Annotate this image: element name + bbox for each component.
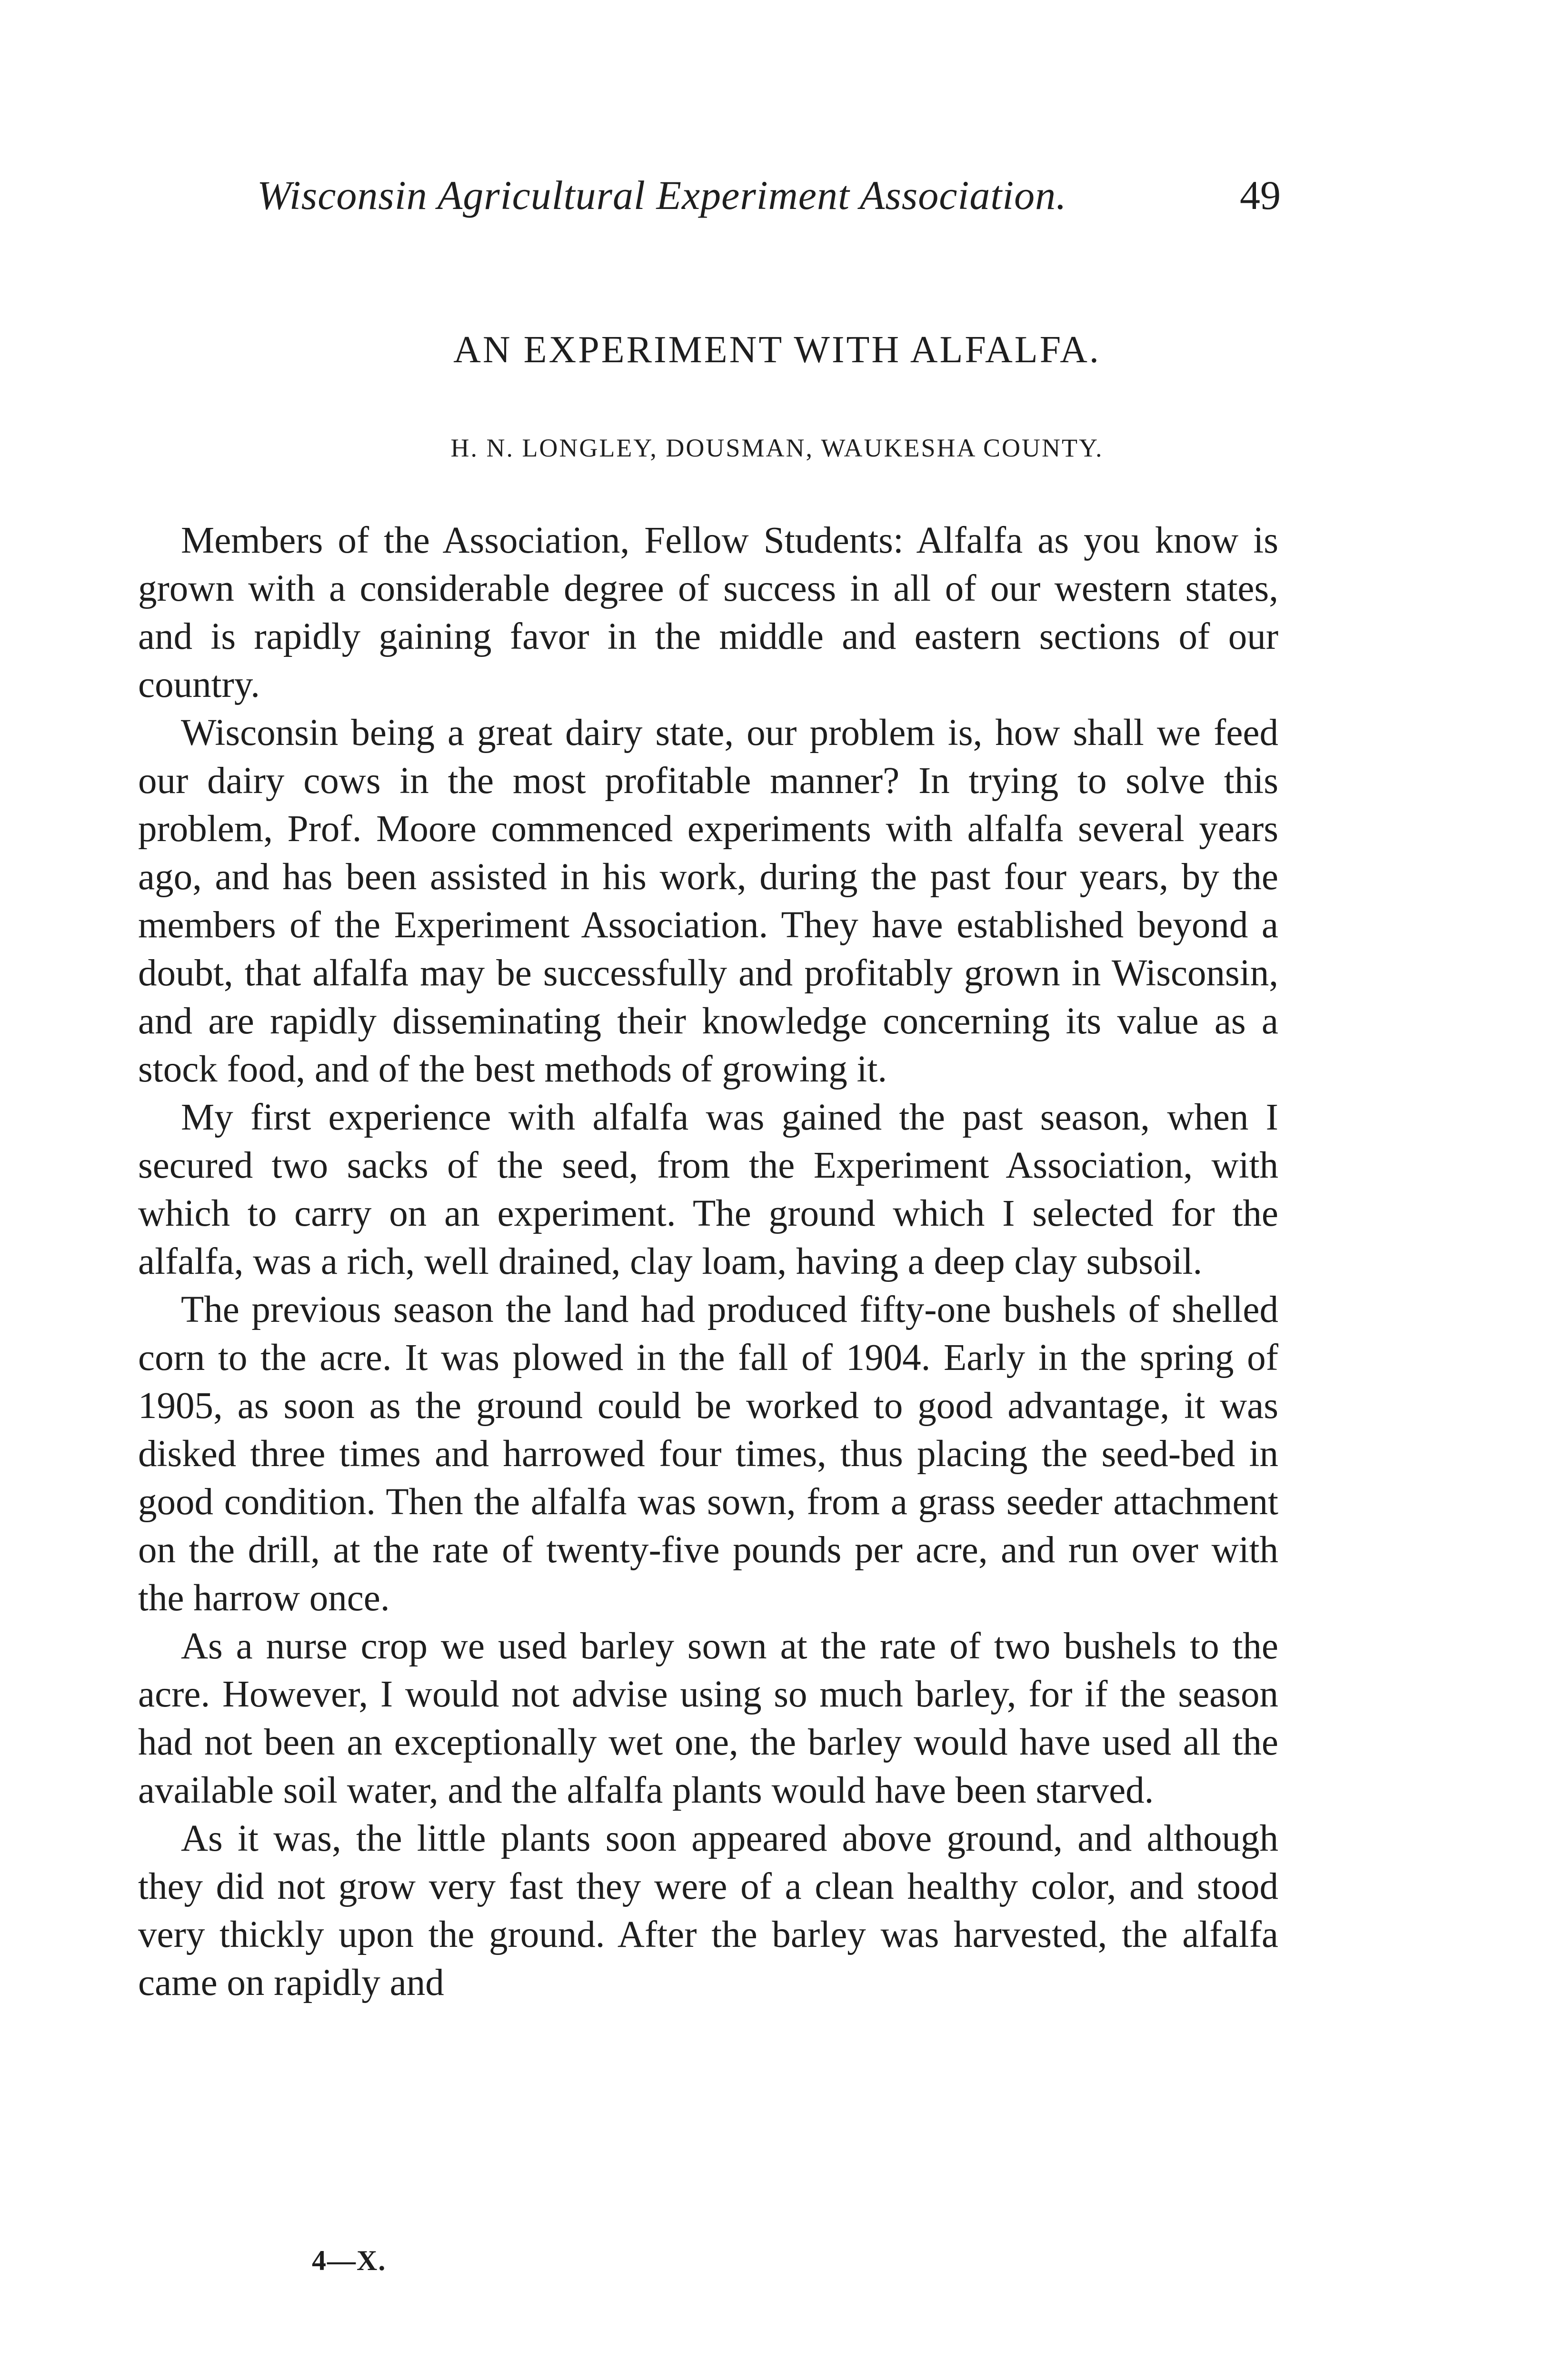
article-body <box>138 516 1278 2007</box>
running-header <box>257 171 1281 228</box>
signature-mark: 4—X. <box>312 2245 387 2276</box>
article-title: AN EXPERIMENT WITH ALFALFA. <box>453 329 1101 371</box>
paragraph: My first experience with alfalfa was gained the past season, when I secured two sacks of the seed, from the Experiment Association, with which to carry on an experiment. The ground which I selected for the alfalfa, was a rich, well drained, clay loam, having a deep clay subsoil. <box>138 1097 1278 1282</box>
page-number: 49 <box>1240 172 1281 218</box>
paragraph: As it was, the little plants soon appeared above ground, and although they did not grow very fast they were of a clean healthy color, and stood very thickly upon the ground. After the barley was harvested, the alfalfa came on rapidly and <box>138 1818 1278 2003</box>
paragraph: The previous season the land had produced fifty-one bushels of shelled corn to the acre. It was plowed in the fall of 1904. Early in the spring of 1905, as soon as the ground could be worked to good advantage, it was disked three times and harrowed four times, thus placing the seed-bed in good condition. Then the alfalfa was sown, from a grass seeder attachment on the drill, at the rate of twenty-five pounds per acre, and run over with the harrow once. <box>138 1289 1278 1619</box>
article-byline: H. N. LONGLEY, DOUSMAN, WAUKESHA COUNTY. <box>450 434 1104 462</box>
running-title: Wisconsin Agricultural Experiment Association. <box>257 172 1067 218</box>
paragraph: As a nurse crop we used barley sown at the rate of two bushels to the acre. However, I would not advise using so much barley, for if the season had not been an exceptionally wet one, the barley would have used all the available soil water, and the alfalfa plants would have been starved. <box>138 1626 1278 1811</box>
paragraph: Wisconsin being a great dairy state, our problem is, how shall we feed our dairy cows in the most profitable manner? In trying to solve this problem, Prof. Moore commenced experiments with alfalfa several years ago, and has been assisted in his work, during the past four years, by the members of the Experiment Association. They have established beyond a doubt, that alfalfa may be successfully and profitably grown in Wisconsin, and are rapidly disseminating their knowledge concerning its value as a stock food, and of the best methods of growing it. <box>138 712 1278 1090</box>
paragraph: Members of the Association, Fellow Students: Alfalfa as you know is grown with a considerable degree of success in all of our western states, and is rapidly gaining favor in the middle and eastern sections of our country. <box>138 520 1278 705</box>
